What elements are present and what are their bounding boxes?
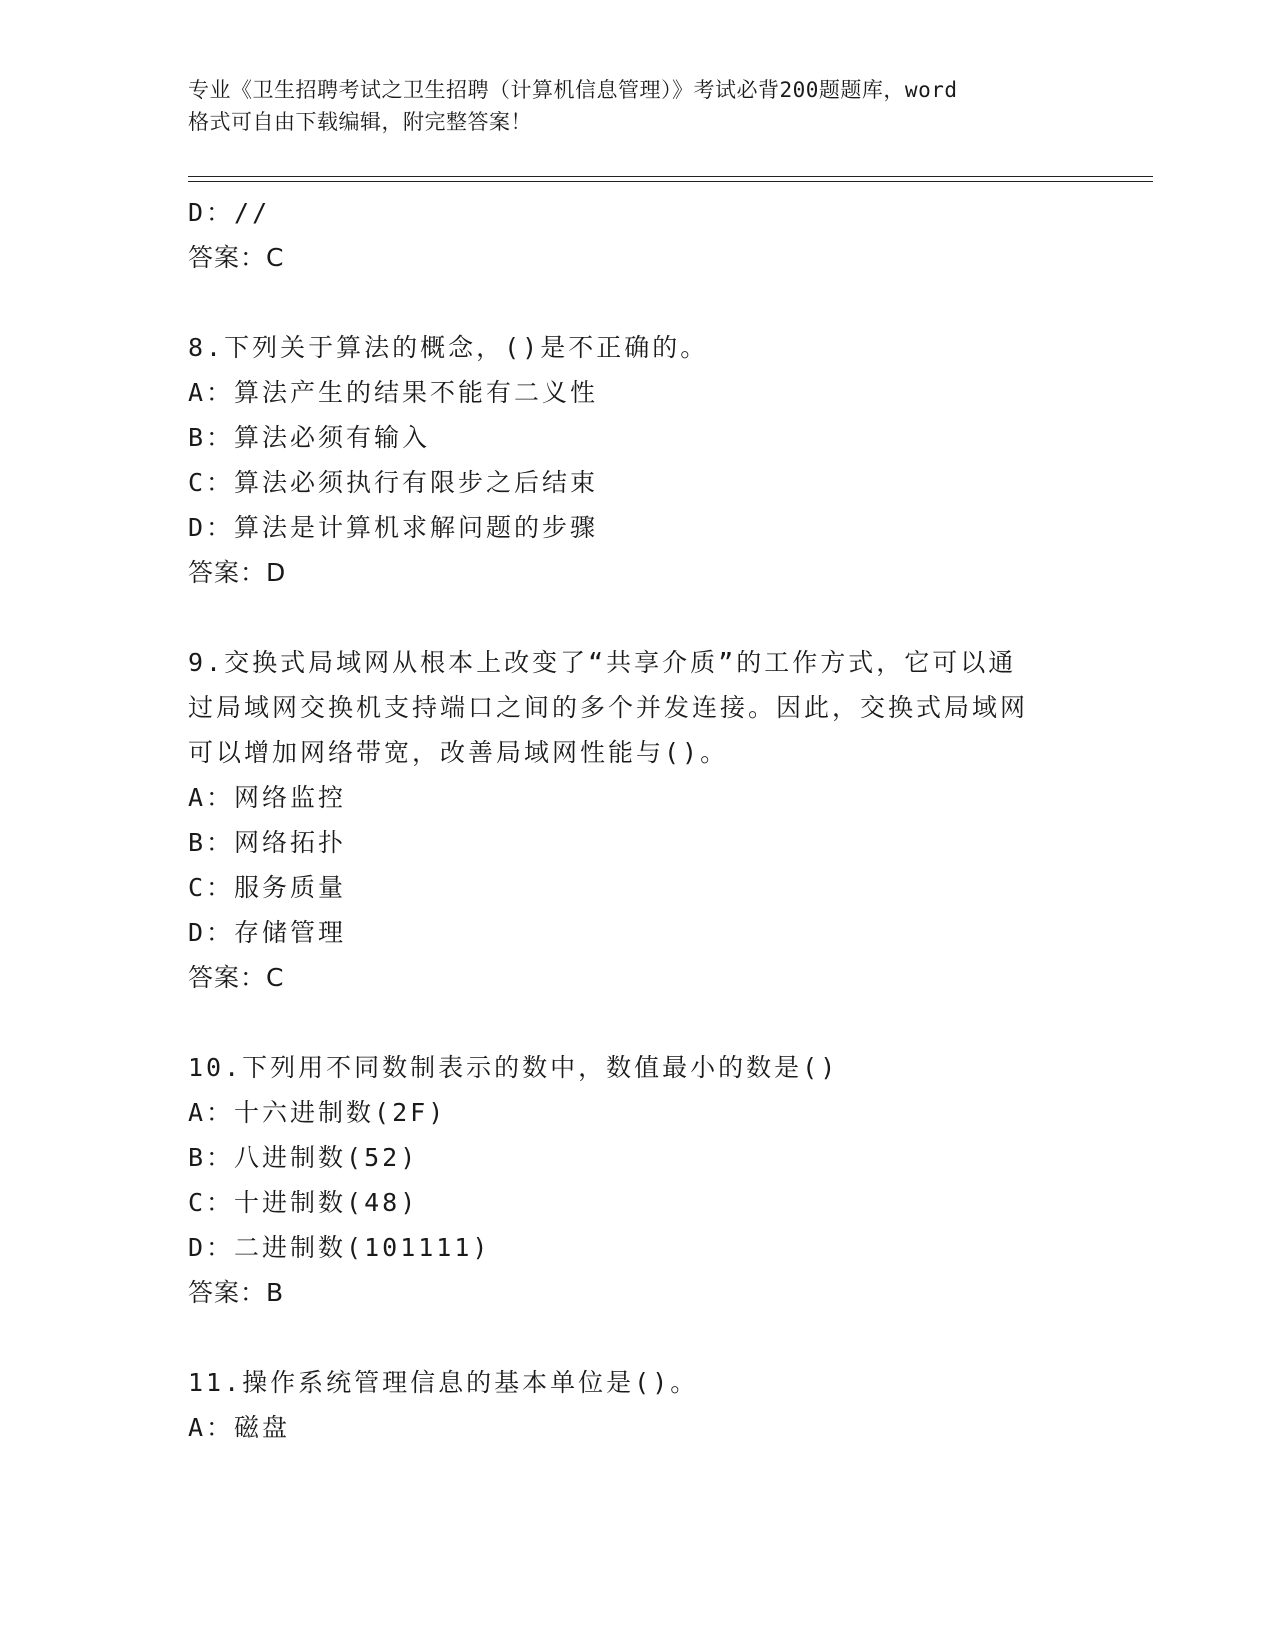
- prev-answer: 答案：C: [188, 243, 285, 272]
- option-a: A：十六进制数(2F): [188, 1098, 447, 1127]
- option-c: C：服务质量: [188, 873, 347, 902]
- document-body: [188, 190, 1068, 1450]
- question-stem: 11.操作系统管理信息的基本单位是()。: [188, 1368, 699, 1397]
- question-stem-line-3: 可以增加网络带宽，改善局域网性能与()。: [188, 738, 729, 767]
- option-c: C：十进制数(48): [188, 1188, 419, 1217]
- prev-option-d: D：//: [188, 198, 271, 227]
- option-b: B：八进制数(52): [188, 1143, 419, 1172]
- header-divider-top: [188, 176, 1153, 177]
- answer: 答案：D: [188, 558, 287, 587]
- spacer: [188, 1000, 1068, 1045]
- option-b: B：算法必须有输入: [188, 423, 431, 452]
- question-10: [188, 1045, 1068, 1315]
- question-11: [188, 1360, 1068, 1450]
- spacer: [188, 595, 1068, 640]
- question-9: [188, 640, 1068, 1000]
- option-c: C：算法必须执行有限步之后结束: [188, 468, 599, 497]
- option-d: D：二进制数(101111): [188, 1233, 491, 1262]
- question-8: [188, 325, 1068, 595]
- question-stem-line-2: 过局域网交换机支持端口之间的多个并发连接。因此，交换式局域网: [188, 693, 1029, 722]
- document-header: [188, 74, 1088, 138]
- question-stem: 8.下列关于算法的概念，()是不正确的。: [188, 333, 709, 362]
- question-stem: 10.下列用不同数制表示的数中，数值最小的数是(): [188, 1053, 839, 1082]
- option-a: A：网络监控: [188, 783, 347, 812]
- option-a: A：算法产生的结果不能有二义性: [188, 378, 599, 407]
- spacer: [188, 280, 1068, 325]
- header-title-line-2: 格式可自由下载编辑，附完整答案！: [188, 110, 532, 134]
- question-stem-line-1: 9.交换式局域网从根本上改变了“共享介质”的工作方式，它可以通: [188, 648, 1017, 677]
- spacer: [188, 1315, 1068, 1360]
- option-d: D：存储管理: [188, 918, 347, 947]
- option-a: A：磁盘: [188, 1413, 291, 1442]
- answer: 答案：C: [188, 963, 285, 992]
- answer: 答案：B: [188, 1278, 285, 1307]
- header-divider-bottom: [188, 181, 1153, 182]
- option-b: B：网络拓扑: [188, 828, 347, 857]
- option-d: D：算法是计算机求解问题的步骤: [188, 513, 599, 542]
- header-title-line-1: 专业《卫生招聘考试之卫生招聘（计算机信息管理）》考试必背200题题库，word: [188, 78, 958, 102]
